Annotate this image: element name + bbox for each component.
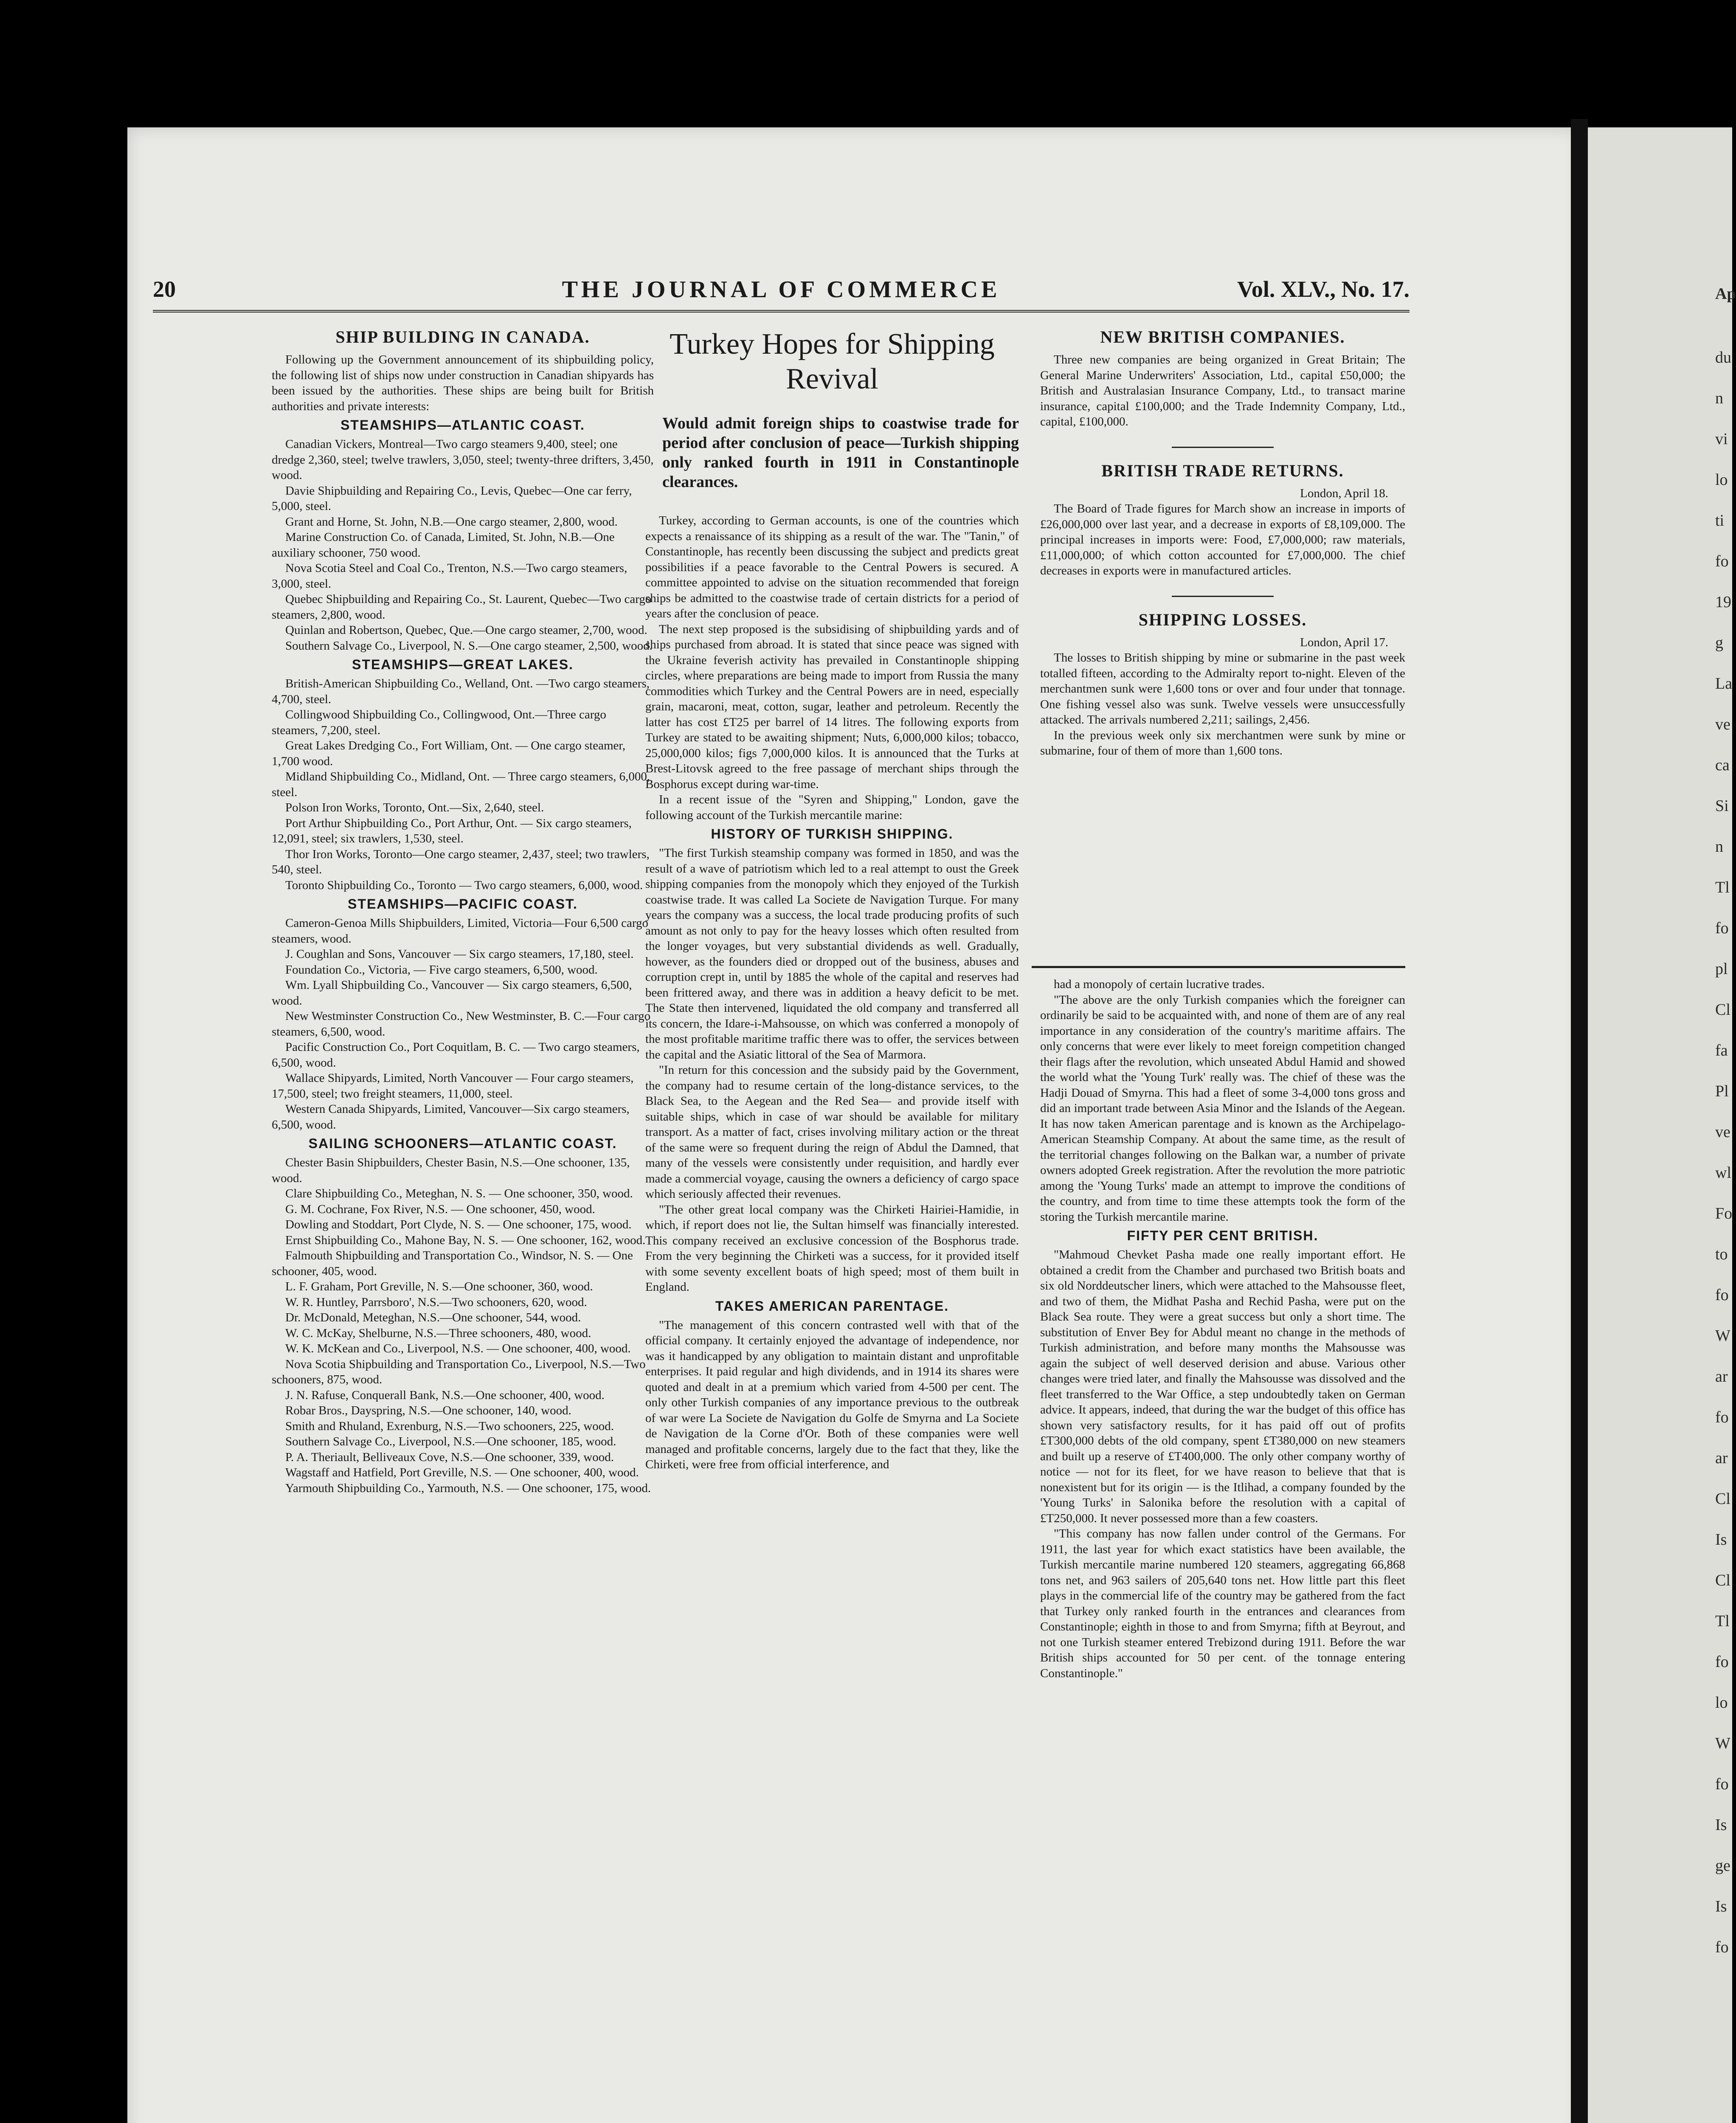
article-body: The Board of Trade figures for March show an increase in imports of £26,000,000 over last year, and a decrease in exports of £8,109,000. The principal increases in imports were: Food, £7,000,000; raw materials, £11,000,000; of which cotton accounted for £7,000,000. The chief decreases in exports were in manufactured articles. bbox=[1040, 502, 1405, 577]
list-great-lakes bbox=[272, 676, 654, 893]
adjacent-text-fragment: Is bbox=[1715, 1531, 1727, 1549]
list-item: Dowling and Stoddart, Port Clyde, N. S. — One schooner, 175, wood. bbox=[285, 1218, 632, 1231]
adjacent-text-fragment: fo bbox=[1715, 1775, 1729, 1793]
adjacent-text-fragment: fo bbox=[1715, 1286, 1729, 1304]
list-item: W. R. Huntley, Parrsboro', N.S.—Two schooners, 620, wood. bbox=[285, 1295, 587, 1309]
paragraph: "In return for this concession and the subsidy paid by the Government, the company had to resume certain of the long-distance services, to the Black Sea, to the Aegean and the Red Sea— and provide itself with suitable ships, which in case of war should be available for military transport. As a matter of fact, crises involving military action or the threat of the same were so frequent during the reign of Abdul the Damned, that many of the vessels were consistently under requisition, and hardly ever made a commercial voyage, causing the owners a deficiency of cargo space which seriously affected their revenues. bbox=[645, 1063, 1019, 1201]
adjacent-text-fragment: Is bbox=[1715, 1898, 1727, 1915]
adjacent-text-fragment: ve bbox=[1715, 1123, 1730, 1141]
list-item: Chester Basin Shipbuilders, Chester Basin, N.S.—One schooner, 135, wood. bbox=[272, 1156, 630, 1185]
page-number: 20 bbox=[153, 276, 176, 302]
paragraph: had a monopoly of certain lucrative trades. bbox=[1054, 977, 1265, 991]
list-item: Wallace Shipyards, Limited, North Vancouver — Four cargo steamers, 17,500, steel; two freight steamers, 11,000, steel. bbox=[272, 1071, 634, 1101]
section-heading: STEAMSHIPS—PACIFIC COAST. bbox=[348, 896, 578, 912]
paragraph: Turkey, according to German accounts, is one of the countries which expects a renaissance of its shipping as a result of the war. The "Tanin," of Constantinople, has recently been discussing the subject and predicts great possibilities if a peace favorable to the Central Powers is secured. A committee appointed to advise on the situation recommended that foreign ships be admitted to the coastwise trade of certain districts for a period of years after the conclusion of peace. bbox=[645, 514, 1019, 620]
article-title: BRITISH TRADE RETURNS. bbox=[1101, 461, 1344, 480]
divider bbox=[1172, 596, 1274, 597]
column-shipbuilding bbox=[272, 323, 654, 1496]
list-item: Falmouth Shipbuilding and Transportation Co., Windsor, N. S. — One schooner, 405, wood. bbox=[272, 1249, 633, 1278]
adjacent-text-fragment: fo bbox=[1715, 1938, 1729, 1956]
list-item: Southern Salvage Co., Liverpool, N. S.—One cargo steamer, 2,500, wood. bbox=[285, 639, 653, 653]
adjacent-text-fragment: Cl bbox=[1715, 1490, 1730, 1508]
adjacent-text-fragment: fo bbox=[1715, 1653, 1729, 1671]
adjacent-text-fragment: Pl bbox=[1715, 1082, 1729, 1100]
list-item: Collingwood Shipbuilding Co., Collingwood, Ont.—Three cargo steamers, 7,200, steel. bbox=[272, 708, 606, 737]
list-item: P. A. Theriault, Belliveaux Cove, N.S.—One schooner, 339, wood. bbox=[285, 1450, 614, 1464]
list-item: Foundation Co., Victoria, — Five cargo steamers, 6,500, wood. bbox=[285, 963, 598, 977]
adjacent-text-fragment: wl bbox=[1715, 1164, 1731, 1182]
adjacent-page bbox=[1588, 127, 1736, 2123]
headline: Turkey Hopes for Shipping Revival bbox=[670, 328, 995, 395]
section-heading: SAILING SCHOONERS—ATLANTIC COAST. bbox=[308, 1136, 617, 1151]
adjacent-text-fragment: ar bbox=[1715, 1368, 1728, 1385]
paragraphs bbox=[1040, 1247, 1405, 1681]
divider bbox=[1172, 447, 1274, 448]
adjacent-text-fragment: fo bbox=[1715, 552, 1729, 570]
paragraph: In a recent issue of the "Syren and Shipping," London, gave the following account of the Turkish mercantile marine: bbox=[645, 793, 1019, 822]
adjacent-text-fragment: n bbox=[1715, 838, 1723, 856]
list-item: Marine Construction Co. of Canada, Limited, St. John, N.B.—One auxiliary schooner, 750 wood. bbox=[272, 530, 615, 560]
paragraph: The losses to British shipping by mine or submarine in the past week totalled fifteen, according to the Admiralty report to-night. Eleven of the merchantmen sunk were 1,600 tons or over and four under that tonnage. One fishing vessel also was sunk. Twelve vessels were unsuccessfully attacked. The arrivals numbered 2,211; sailings, 2,456. bbox=[1040, 651, 1405, 726]
adjacent-text-fragment: lo bbox=[1715, 1694, 1728, 1712]
dateline: London, April 17. bbox=[1300, 635, 1388, 649]
list-schooners bbox=[272, 1155, 654, 1496]
list-item: Canadian Vickers, Montreal—Two cargo steamers 9,400, steel; one dredge 2,360, steel; twelve trawlers, 3,050, steel; twenty-three drifters, 3,450, wood. bbox=[272, 437, 654, 482]
adjacent-text-fragment: Is bbox=[1715, 1816, 1727, 1834]
paragraph: "The first Turkish steamship company was formed in 1850, and was the result of a wave of patriotism which led to a real attempt to oust the Greek shipping companies from the monopoly which they enjoyed of the Turkish coastwise trade. It was called La Societe de Navigation Turque. For many years the company was a success, the local trade producing profits of such amount as not only to pay for the heavy losses which often resulted from the longer voyages, but very substantial dividends as well. Gradually, however, as the founders died or dropped out of the business, abuses and corruption crept in, until by 1885 the whole of the capital and reserves had been frittered away, and there was in addition a heavy deficit to be met. The State then intervened, liquidated the old company and transferred all its concern, the Idare-i-Mahsousse, on which was conferred a monopoly of the most profitable maritime traffic there was to offer, the services between the capital and the Asiatic littoral of the Sea of Marmora. bbox=[645, 846, 1019, 1062]
list-item: W. K. McKean and Co., Liverpool, N.S. — One schooner, 400, wood. bbox=[285, 1342, 631, 1355]
article-title: SHIPPING LOSSES. bbox=[1138, 610, 1307, 629]
adjacent-text-fragment: Cl bbox=[1715, 1571, 1730, 1589]
list-item: G. M. Cochrane, Fox River, N.S. — One schooner, 450, wood. bbox=[285, 1202, 595, 1216]
list-item: J. Coughlan and Sons, Vancouver — Six cargo steamers, 17,180, steel. bbox=[285, 947, 634, 961]
list-atlantic bbox=[272, 436, 654, 653]
article-title: SHIP BUILDING IN CANADA. bbox=[335, 327, 590, 346]
list-item: Yarmouth Shipbuilding Co., Yarmouth, N.S. — One schooner, 175, wood. bbox=[285, 1481, 651, 1495]
paragraph: "The above are the only Turkish companies which the foreigner can ordinarily be said to be acquainted with, and none of them are of any real importance in any consideration of the country's maritime affairs. The only concerns that were ever likely to meet foreign competition changed their flags after the revolution, which unseated Abdul Hamid and showed the world what the 'Young Turk' really was. The chief of these was the Hadji Douad of Smyrna. This had a fleet of some 3-4,000 tons gross and did an important trade between Asia Minor and the Islands of the Aegean. It has now taken American parentage and is known as the Archipelago-American Steamship Company. At about the same time, as the result of the territorial changes following on the Balkan war, a number of private owners adopted Greek registration. After the revolution the more patriotic among the 'Young Turks' made an attempt to improve the conditions of the country, and from time to time these attempts took the form of the storing the Turkish mercantile marine. bbox=[1040, 993, 1405, 1224]
list-item: Davie Shipbuilding and Repairing Co., Levis, Quebec—One car ferry, 5,000, steel. bbox=[272, 484, 632, 513]
adjacent-text-fragment: W bbox=[1715, 1734, 1730, 1752]
adjacent-text-fragment: ca bbox=[1715, 756, 1730, 774]
list-item: Thor Iron Works, Toronto—One cargo steamer, 2,437, steel; two trawlers, 540, steel. bbox=[272, 847, 650, 876]
list-item: Wagstaff and Hatfield, Port Greville, N.S. — One schooner, 400, wood. bbox=[285, 1466, 639, 1479]
list-item: Smith and Rhuland, Exrenburg, N.S.—Two schooners, 225, wood. bbox=[285, 1419, 614, 1433]
list-item: Dr. McDonald, Meteghan, N.S.—One schooner, 544, wood. bbox=[285, 1311, 581, 1324]
adjacent-text-fragment: vi bbox=[1715, 430, 1728, 448]
section-heading: STEAMSHIPS—GREAT LAKES. bbox=[352, 657, 574, 672]
list-item: Quinlan and Robertson, Quebec, Que.—One cargo steamer, 2,700, wood. bbox=[285, 623, 647, 637]
adjacent-text-fragment: fo bbox=[1715, 1408, 1729, 1426]
divider bbox=[1032, 966, 1405, 968]
list-item: Cameron-Genoa Mills Shipbuilders, Limited, Victoria—Four 6,500 cargo steamers, wood. bbox=[272, 916, 648, 946]
adjacent-text-fragment: ve bbox=[1715, 715, 1730, 733]
deck: Would admit foreign ships to coastwise trade for period after conclusion of peace—Turkish shipping only ranked fourth in 1911 in Constantinople clearances. bbox=[662, 414, 1019, 491]
list-item: Grant and Horne, St. John, N.B.—One cargo steamer, 2,800, wood. bbox=[285, 515, 618, 529]
list-item: Wm. Lyall Shipbuilding Co., Vancouver — Six cargo steamers, 6,500, wood. bbox=[272, 978, 632, 1008]
list-item: Polson Iron Works, Toronto, Ont.—Six, 2,640, steel. bbox=[285, 801, 544, 814]
paragraphs bbox=[645, 513, 1019, 823]
adjacent-text-fragment: Tl bbox=[1715, 878, 1730, 896]
list-item: W. C. McKay, Shelburne, N.S.—Three schooners, 480, wood. bbox=[285, 1326, 591, 1340]
adjacent-text-fragment: n bbox=[1715, 389, 1723, 407]
adjacent-text-fragment: ar bbox=[1715, 1449, 1728, 1467]
list-item: Western Canada Shipyards, Limited, Vancouver—Six cargo steamers, 6,500, wood. bbox=[272, 1102, 630, 1132]
list-item: Toronto Shipbuilding Co., Toronto — Two cargo steamers, 6,000, wood. bbox=[285, 878, 643, 892]
paragraph: The next step proposed is the subsidising of shipbuilding yards and of ships purchased from abroad. It is stated that since peace was signed with the Ukraine feverish activity has prevailed in Constantinople shipping circles, where preparations are being made to import from Russia the many commodities which Turkey and the Central Powers are in need, especially grain, macaroni, meat, cotton, sugar, leather and petroleum. Recently the latter has cost £T25 per barrel of 14 litres. The following exports from Turkey are stated to be awaiting shipment; Nuts, 6,000,000 kilos; tobacco, 25,000,000 kilos; figs 7,000,000 kilos. It is announced that the Turks at Brest-Litovsk agreed to the free passage of merchant ships through the Bosphorus except during war-time. bbox=[645, 622, 1019, 791]
list-item: L. F. Graham, Port Greville, N. S.—One schooner, 360, wood. bbox=[285, 1280, 593, 1293]
paragraphs bbox=[1040, 977, 1405, 1225]
adjacent-text-fragment: Si bbox=[1715, 797, 1729, 815]
column-news bbox=[1040, 323, 1405, 759]
list-item: New Westminster Construction Co., New Westminster, B. C.—Four cargo steamers, 6,500, wood. bbox=[272, 1009, 651, 1039]
adjacent-text-fragment: W bbox=[1715, 1327, 1730, 1345]
adjacent-text-fragment: ge bbox=[1715, 1857, 1730, 1875]
adjacent-text-fragment: ti bbox=[1715, 512, 1725, 529]
section-heading: FIFTY PER CENT BRITISH. bbox=[1127, 1228, 1319, 1243]
adjacent-text-fragment: Fo bbox=[1715, 1205, 1733, 1222]
article-intro: Following up the Government announcement of its shipbuilding policy, the following list of ships now under construction in Canadian shipyards has been issued by the authorities. These ships are being built for British authorities and private interests: bbox=[272, 353, 654, 413]
list-item: British-American Shipbuilding Co., Welland, Ont. —Two cargo steamers, 4,700, steel. bbox=[272, 677, 650, 706]
adjacent-text-fragment: lo bbox=[1715, 471, 1728, 489]
list-item: Pacific Construction Co., Port Coquitlam, B. C. — Two cargo steamers, 6,500, wood. bbox=[272, 1040, 640, 1070]
adjacent-text-fragment: g bbox=[1715, 634, 1723, 652]
adjacent-text-fragment: La bbox=[1715, 675, 1733, 693]
list-item: Great Lakes Dredging Co., Fort William, Ont. — One cargo steamer, 1,700 wood. bbox=[272, 739, 626, 768]
paragraph: "Mahmoud Chevket Pasha made one really important effort. He obtained a credit from the Chamber and purchased two British boats and six old Norddeutscher liners, which were attached to the Mahsousse fleet, and two of them, the Midhat Pasha and Rechid Pasha, were put on the Black Sea route. They were a great success but only a short time. The substitution of Enver Bey for Abdul meant no change in the methods of Turkish administration, and before many months the Mahsousse was again the subject of well deserved derision and abuse. Various other changes were tried later, and finally the Mahsousse was dissolved and the fleet transferred to the War Office, a step undoubtedly taken on German advice. It appears, indeed, that during the war the budget of this office has shown very satisfactory results, for it has paid off out of profits £T300,000 debts of the old company, spent £T380,000 on new steamers and built up a reserve of £T400,000. The only other company worthy of notice — not for its fleet, for we have reason to believe that that is nonexistent but for its origin — is the Itlihad, a company founded by the 'Young Turks' in Salonika before the resolution with a capital of £T250,000. It never possessed more than a few coasters. bbox=[1040, 1248, 1405, 1525]
section-heading: STEAMSHIPS—ATLANTIC COAST. bbox=[340, 417, 585, 433]
page-header bbox=[153, 276, 1410, 313]
list-item: Southern Salvage Co., Liverpool, N.S.—One schooner, 185, wood. bbox=[285, 1435, 616, 1448]
adjacent-text-fragment: Cl bbox=[1715, 1001, 1730, 1019]
paragraph: In the previous week only six merchantmen were sunk by mine or submarine, four of them of more than 1,600 tons. bbox=[1040, 728, 1405, 757]
article-body: Three new companies are being organized in Great Britain; The General Marine Underwriters' Association, Ltd., capital £50,000; the British and Australasian Insurance Company, Ltd., to transact marine insurance, capital £100,000; and the Trade Indemnity Company, Ltd., capital, £100,000. bbox=[1040, 353, 1405, 428]
adjacent-text-fragment: to bbox=[1715, 1245, 1728, 1263]
paragraphs bbox=[1040, 650, 1405, 759]
list-item: J. N. Rafuse, Conquerall Bank, N.S.—One schooner, 400, wood. bbox=[285, 1388, 605, 1402]
adjacent-text-fragment: 19 bbox=[1715, 593, 1731, 611]
list-item: Nova Scotia Steel and Coal Co., Trenton, N.S.—Two cargo steamers, 3,000, steel. bbox=[272, 561, 627, 591]
list-item: Midland Shipbuilding Co., Midland, Ont. — Three cargo steamers, 6,000, steel. bbox=[272, 770, 650, 799]
column-turkey bbox=[645, 323, 1019, 1473]
article-title: NEW BRITISH COMPANIES. bbox=[1100, 327, 1345, 346]
list-item: Ernst Shipbuilding Co., Mahone Bay, N. S. — One schooner, 162, wood. bbox=[285, 1233, 646, 1247]
paragraph: "This company has now fallen under control of the Germans. For 1911, the last year for which exact statistics have been available, the Turkish mercantile marine numbered 120 steamers, aggregating 66,868 tons net, and 963 sailers of 205,640 tons net. How little part this fleet plays in the commercial life of the country may be gathered from the fact that Turkey only ranked fourth in the entrances and clearances from Constantinople; eighth in those to and from Smyrna; fifth at Beyrout, and not one Turkish steamer entered Trebizond during 1911. Before the war British ships accounted for 50 per cent. of the tonnage entering Constantinople." bbox=[1040, 1527, 1405, 1680]
paragraph: "The other great local company was the Chirketi Hairiei-Hamidie, in which, if report does not lie, the Sultan himself was financially interested. This company received an exclusive concession of the Bosphorus trade. From the very beginning the Chirketi was a success, for it provided itself with some seventy excellent boats of high speed; most of them built in England. bbox=[645, 1202, 1019, 1294]
paragraph: "The management of this concern contrasted well with that of the official company. It certainly enjoyed the advantage of independence, nor was it handicapped by any obligation to maintain distant and unprofitable enterprises. It paid regular and high dividends, and in 1914 its shares were quoted and dealt in at a premium which varied from 4-500 per cent. The only other Turkish companies of any importance previous to the outbreak of war were La Societe de Navigation du Golfe de Smyrna and La Societe de Navigation de la Corne d'Or. Both of these companies were well managed and profitable concerns, largely due to the fact that they, like the Chirketi, were free from official interference, and bbox=[645, 1318, 1019, 1471]
paragraphs bbox=[645, 845, 1019, 1295]
section-heading: TAKES AMERICAN PARENTAGE. bbox=[715, 1298, 949, 1314]
list-item: Nova Scotia Shipbuilding and Transportation Co., Liverpool, N.S.—Two schooners, 875, wood. bbox=[272, 1357, 646, 1386]
adjacent-header-fragment: Ap bbox=[1715, 285, 1736, 303]
paragraphs bbox=[645, 1318, 1019, 1473]
masthead-title: THE JOURNAL OF COMMERCE bbox=[562, 276, 1001, 303]
adjacent-text-fragment: fa bbox=[1715, 1042, 1728, 1059]
list-item: Port Arthur Shipbuilding Co., Port Arthur, Ont. — Six cargo steamers, 12,091, steel; six trawlers, 1,530, steel. bbox=[272, 816, 632, 845]
list-item: Quebec Shipbuilding and Repairing Co., St. Laurent, Quebec—Two cargo steamers, 2,800, wood. bbox=[272, 592, 652, 622]
list-pacific bbox=[272, 915, 654, 1132]
adjacent-text-fragment: Tl bbox=[1715, 1612, 1730, 1630]
adjacent-text-fragment: du bbox=[1715, 349, 1731, 366]
list-item: Clare Shipbuilding Co., Meteghan, N. S. — One schooner, 350, wood. bbox=[285, 1187, 633, 1200]
dateline: London, April 18. bbox=[1300, 486, 1388, 500]
page-gutter bbox=[1571, 119, 1588, 2123]
section-heading: HISTORY OF TURKISH SHIPPING. bbox=[711, 826, 954, 842]
volume-number: Vol. XLV., No. 17. bbox=[1237, 276, 1410, 302]
column-continuation bbox=[1040, 977, 1405, 1681]
adjacent-text-fragment: pl bbox=[1715, 960, 1728, 978]
adjacent-text-fragment: fo bbox=[1715, 919, 1729, 937]
list-item: Robar Bros., Dayspring, N.S.—One schooner, 140, wood. bbox=[285, 1404, 571, 1417]
